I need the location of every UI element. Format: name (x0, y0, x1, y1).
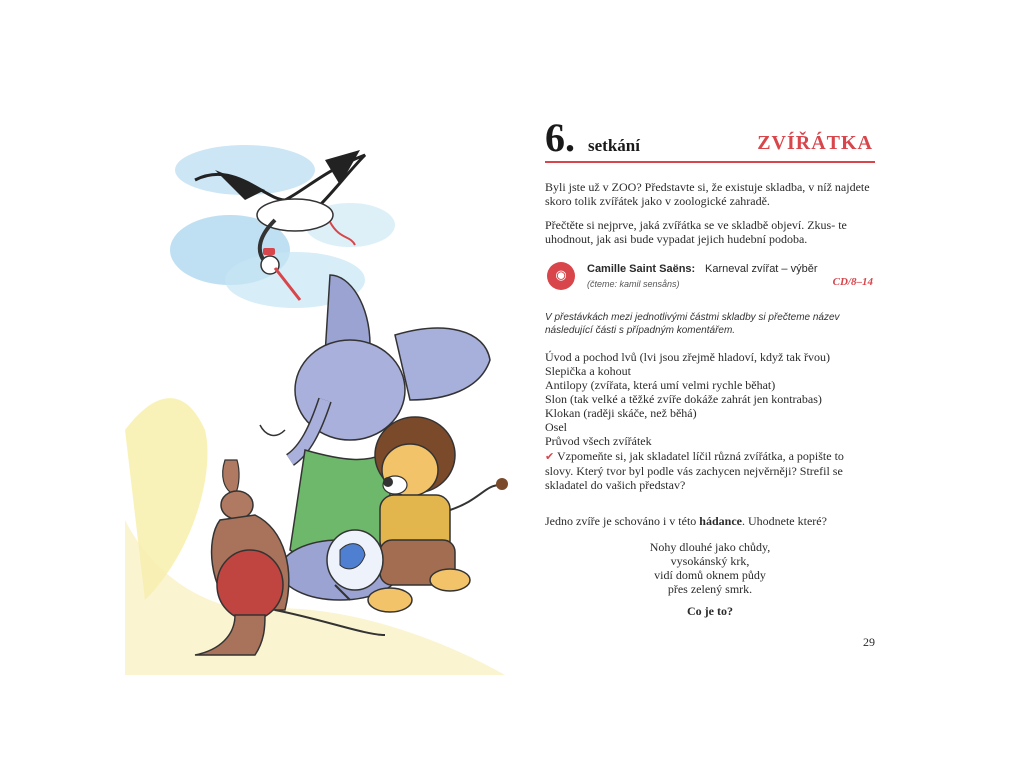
riddle-question: Co je to? (687, 604, 733, 618)
list-item: Antilopy (zvířata, která umí velmi rychle běhat) (545, 378, 776, 392)
list-item: Slon (tak velké a těžké zvíře dokáže zahrát jen kontrabas) (545, 392, 822, 406)
checkmark-icon: ✔ (545, 450, 555, 463)
riddle-line: vidí domů oknem půdy (654, 568, 766, 582)
work-title: Karneval zvířat – výběr (705, 263, 818, 275)
riddle-line: vysokánský krk, (670, 554, 750, 568)
intro-paragraph-1: Byli jste už v ZOO? Představte si, že existuje skladba, v níž najdete skoro tolik zvířátek jako v zoologické zahradě. (545, 180, 870, 208)
riddle-intro (545, 514, 875, 528)
composer-name: Camille Saint Saëns: (587, 263, 696, 275)
lesson-number: 6. (545, 115, 575, 160)
lesson-word: setkání (588, 136, 640, 155)
riddle-line: přes zelený smrk. (667, 582, 753, 596)
cd-reference: CD/8–14 (832, 276, 873, 288)
lion-figure (368, 417, 508, 612)
movement-list (545, 350, 875, 448)
riddle-line: Nohy dlouhé jako chůdy, (649, 540, 771, 554)
list-item: Klokan (raději skáče, než běhá) (545, 406, 697, 420)
task-text: Vzpomeňte si, jak skladatel líčil různá zvířátka, a popište to slovy. Který tvor byl podle vás zachycen nejvěrněji? Strefil se skladatel do vašich představ? (545, 449, 844, 492)
animals-illustration (125, 130, 510, 675)
intro-paragraph-2: Přečtěte si nejprve, jaká zvířátka se ve skladbě objeví. Zkus- te uhodnout, jak asi bude vypadat jejich hudební podoba. (545, 218, 847, 246)
task-paragraph (545, 449, 875, 492)
text-page (545, 110, 875, 655)
pronunciation-note: (čteme: kamil sensåns) (587, 279, 680, 289)
illustration-svg (125, 130, 510, 675)
riddle-intro-text: Jedno zvíře je schováno i v této (545, 514, 700, 528)
audio-reference (545, 260, 875, 296)
riddle-intro-end: . Uhodnete které? (741, 514, 827, 528)
page-number: 29 (863, 635, 875, 649)
list-item: Slepička a kohout (545, 364, 631, 378)
list-item: Úvod a pochod lvů (lvi jsou zřejmě hladoví, když tak řvou) (545, 350, 830, 364)
header-rule (545, 161, 875, 163)
speaker-icon: ◉ (547, 262, 575, 290)
riddle-poem (545, 540, 875, 596)
list-item: Osel (545, 420, 567, 434)
riddle-keyword: hádance (699, 514, 742, 528)
page-title: ZVÍŘÁTKA (757, 132, 873, 154)
listening-instruction: V přestávkách mezi jednotlivými částmi skladby si přečteme název následující části s případným komentářem. (545, 312, 840, 336)
lesson-header (545, 115, 875, 168)
list-item: Průvod všech zvířátek (545, 434, 652, 448)
